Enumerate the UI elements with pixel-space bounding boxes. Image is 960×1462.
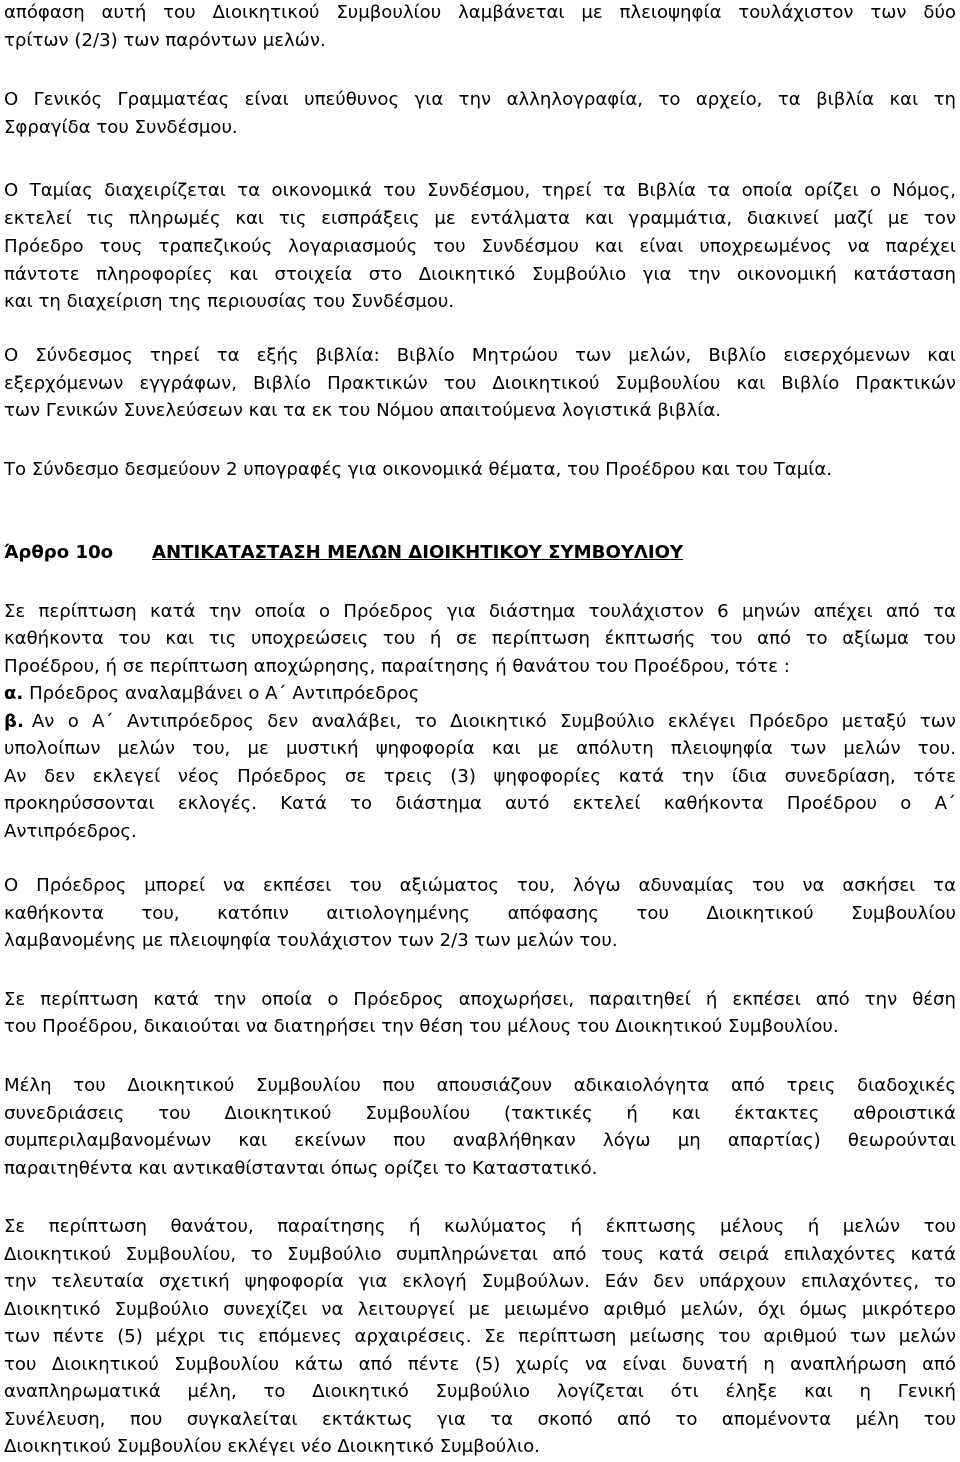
text-line: προκηρύσσονται εκλογές. Κατά το διάστημα αυτό εκτελεί καθήκοντα Προέδρου ο Α΄ — [4, 793, 956, 814]
text-line: τρίτων (2/3) των παρόντων μελών. — [4, 30, 326, 51]
text-line: εκτελεί τις πληρωμές και τις εισπράξεις με εντάλματα και γραμμάτια, διακινεί μαζί με τον — [4, 208, 956, 229]
text-line: παραιτηθέντα και αντικαθίστανται όπως ορίζει το Καταστατικό. — [4, 1158, 598, 1179]
text-line: Συνέλευση, που συγκαλείται εκτάκτως για τα σκοπό από το απομένοντα μέλη του — [4, 1409, 956, 1430]
list-item-b — [4, 709, 956, 735]
list-text: Πρόεδρος αναλαμβάνει ο Α΄ Αντιπρόεδρος — [29, 683, 420, 704]
text-line: καθήκοντα του, κατόπιν αιτιολογημένης απόφασης του Διοικητικού Συμβουλίου — [4, 903, 956, 924]
text-line: Ο Σύνδεσμος τηρεί τα εξής βιβλία: Βιβλίο Μητρώου των μελών, Βιβλίο εισερχόμενων και — [4, 345, 956, 366]
text-line: καθήκοντα του και τις υποχρεώσεις του ή σε περίπτωση έκπτωσής του από το αξίωμα του — [4, 628, 956, 649]
text-line: Ο Ταμίας διαχειρίζεται τα οικονομικά του Συνδέσμου, τηρεί τα Βιβλία τα οποία ορίζει ο Νόμος, — [4, 180, 956, 201]
text-line: Διοικητικό Συμβούλιο συνεχίζει να λειτουργεί με μειωμένο αριθμό μελών, όχι όμως μικρότερο — [4, 1299, 956, 1320]
text-line: Προέδρου, ή σε περίπτωση αποχώρησης, παραίτησης ή θανάτου του Προέδρου, τότε : — [4, 656, 790, 677]
text-line: υπολοίπων μελών του, με μυστική ψηφοφορία και με απόλυτη πλειοψηφία των μελών του. — [4, 738, 956, 759]
text-line: αναπληρωματικά μέλη, το Διοικητικό Συμβούλιο λογίζεται ότι έληξε και η Γενική — [4, 1381, 956, 1402]
text-line: συνεδριάσεις του Διοικητικού Συμβουλίου (τακτικές ή και έκτακτες αθροιστικά — [4, 1103, 956, 1124]
text-line: πάντοτε πληροφορίες και στοιχεία στο Διοικητικό Συμβούλιο για την οικονομική κατάσταση — [4, 264, 956, 285]
text-line: Αντιπρόεδρος. — [4, 821, 137, 842]
text-line: Σφραγίδα του Συνδέσμου. — [4, 117, 238, 138]
text-line: των Γενικών Συνελεύσεων και τα εκ του Νόμου απαιτούμενα λογιστικά βιβλία. — [4, 400, 722, 421]
text-line: και τη διαχείριση της περιουσίας του Συνδέσμου. — [4, 291, 455, 312]
text-line: Το Σύνδεσμο δεσμεύουν 2 υπογραφές για οικονομικά θέματα, του Προέδρου και του Ταμία. — [4, 459, 833, 480]
list-text: Αν ο Α΄ Αντιπρόεδρος δεν αναλάβει, το Διοικητικό Συμβούλιο εκλέγει Πρόεδρο μεταξύ των — [31, 711, 956, 732]
text-line: Διοικητικού Συμβουλίου, το Συμβούλιο συμπληρώνεται από τους κατά σειρά επιλαχόντες κατά — [4, 1244, 956, 1265]
text-line: λαμβανομένης με πλειοψηφία τουλάχιστον των 2/3 των μελών του. — [4, 930, 618, 951]
text-line: Σε περίπτωση θανάτου, παραίτησης ή κωλύματος ή έκπτωσης μέλους ή μελών του — [4, 1216, 956, 1237]
text-line: του Διοικητικού Συμβουλίου κάτω από πέντε (5) χωρίς να είναι δυνατή η αναπλήρωση από — [4, 1354, 956, 1375]
article-heading — [4, 540, 956, 566]
text-line: Αν δεν εκλεγεί νέος Πρόεδρος σε τρεις (3) ψηφοφορίες κατά την ίδια συνεδρίαση, τότε — [4, 766, 956, 787]
text-line: απόφαση αυτή του Διοικητικού Συμβουλίου λαμβάνεται με πλειοψηφία τουλάχιστον των δύο — [4, 2, 956, 23]
text-line: των πέντε (5) μέχρι τις επόμενες αρχαιρέσεις. Σε περίπτωση μείωσης του αριθμού των μελών — [4, 1326, 956, 1347]
list-item-a — [4, 681, 956, 707]
text-line: Πρόεδρο τους τραπεζικούς λογαριασμούς του Συνδέσμου και είναι υποχρεωμένος να παρέχει — [4, 236, 956, 257]
article-title: ΑΝΤΙΚΑΤΑΣΤΑΣΗ ΜΕΛΩΝ ΔΙΟΙΚΗΤΙΚΟΥ ΣΥΜΒΟΥΛΙΟΥ — [152, 542, 684, 563]
list-label: α. — [4, 683, 24, 704]
text-line: συμπεριλαμβανομένων και εκείνων που αναβλήθηκαν λόγω μη απαρτίας) θεωρούνται — [4, 1130, 956, 1151]
text-line: Σε περίπτωση κατά την οποία ο Πρόεδρος για διάστημα τουλάχιστον 6 μηνών απέχει από τα — [4, 601, 956, 622]
text-line: Ο Γενικός Γραμματέας είναι υπεύθυνος για την αλληλογραφία, το αρχείο, τα βιβλία και τη — [4, 89, 956, 110]
text-line: του Προέδρου, δικαιούται να διατηρήσει την θέση του μέλους του Διοικητικού Συμβουλίου. — [4, 1016, 839, 1037]
text-line: Ο Πρόεδρος μπορεί να εκπέσει του αξιώματος του, λόγω αδυναμίας του να ασκήσει τα — [4, 875, 956, 896]
text-line: Σε περίπτωση κατά την οποία ο Πρόεδρος αποχωρήσει, παραιτηθεί ή εκπέσει από την θέση — [4, 989, 956, 1010]
text-line: την τελευταία σχετική ψηφοφορία για εκλογή Συμβούλων. Εάν δεν υπάρχουν επιλαχόντες, το — [4, 1271, 956, 1292]
text-line: εξερχόμενων εγγράφων, Βιβλίο Πρακτικών του Διοικητικού Συμβουλίου και Βιβλίο Πρακτικών — [4, 373, 956, 394]
text-line: Διοικητικού Συμβουλίου εκλέγει νέο Διοικητικό Συμβούλιο. — [4, 1436, 540, 1457]
list-label: β. — [4, 711, 24, 732]
text-line: Μέλη του Διοικητικού Συμβουλίου που απουσιάζουν αδικαιολόγητα από τρεις διαδοχικές — [4, 1075, 956, 1096]
article-number: Άρθρο 10ο — [4, 542, 114, 563]
